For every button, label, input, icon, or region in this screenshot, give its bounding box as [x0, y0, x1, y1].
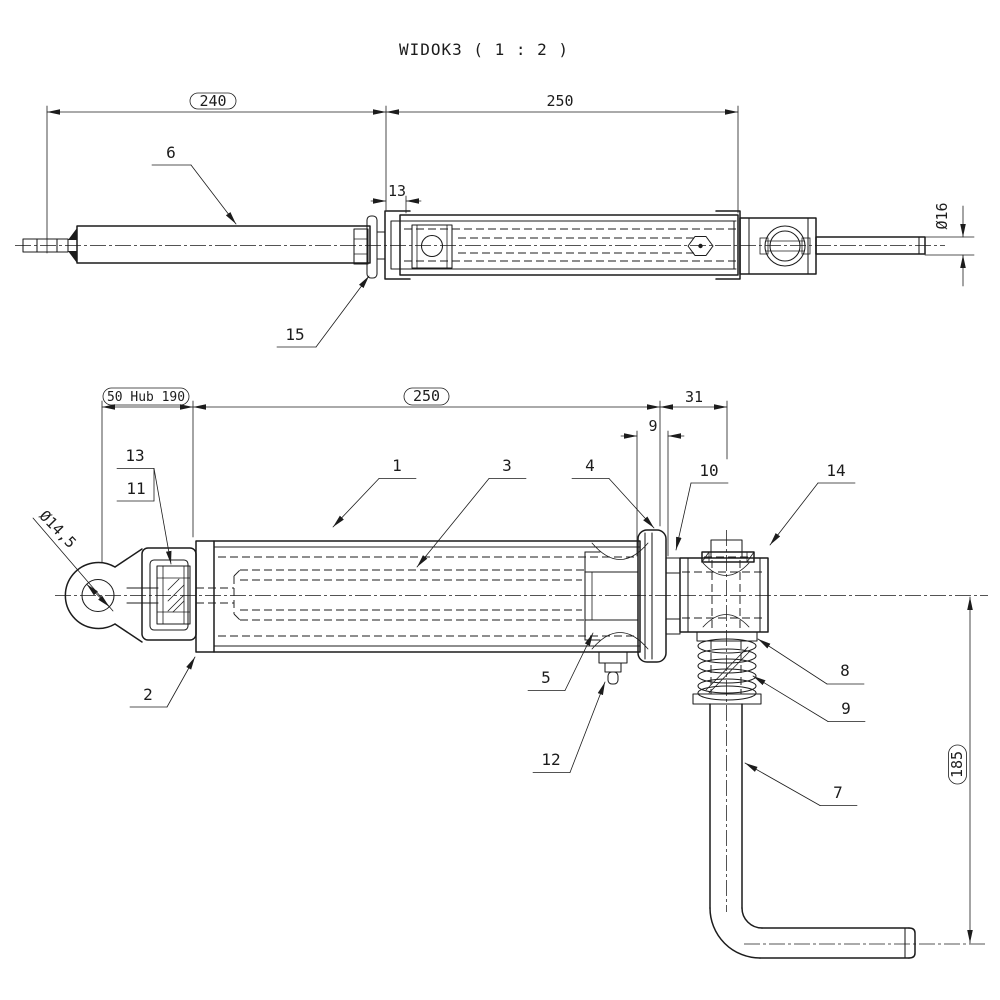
top-view — [15, 40, 974, 347]
lock-nut — [157, 566, 190, 624]
retainer-plate — [702, 552, 754, 562]
piston-rod-top — [23, 216, 385, 278]
balloon-1 — [333, 456, 416, 527]
balloon-10 — [676, 461, 728, 550]
balloon-9 — [753, 676, 865, 722]
balloon-5 — [528, 633, 593, 691]
mount-plate-hole — [412, 225, 452, 268]
balloon-15-label: 15 — [285, 325, 305, 344]
balloon-7 — [745, 763, 857, 806]
balloon-13 — [117, 446, 154, 469]
dim-31-label: 31 — [684, 388, 704, 406]
dim-185-label: 185 — [948, 750, 966, 779]
dim-250-top-label: 250 — [546, 92, 574, 110]
cylinder-tube-bottom — [196, 541, 640, 652]
dim-dia16-label: Ø16 — [933, 202, 951, 230]
guide-block — [680, 540, 768, 632]
spring — [693, 632, 761, 704]
end-block-top — [740, 218, 925, 274]
hand-lever — [710, 704, 915, 958]
clevis-eye — [65, 548, 196, 642]
balloon-8-label: 8 — [840, 661, 850, 680]
balloon-14 — [770, 461, 855, 545]
bottom-centerlines — [55, 530, 988, 944]
dimensions-top — [47, 92, 974, 286]
balloon-2-label: 2 — [143, 685, 153, 704]
balloon-6 — [152, 143, 236, 224]
balloon-12 — [533, 682, 605, 773]
dim-250-bottom-label: 250 — [412, 387, 441, 405]
balloon-3-label: 3 — [502, 456, 512, 475]
balloon-4-label: 4 — [585, 456, 595, 475]
grease-nipple — [599, 652, 627, 684]
balloon-6-label: 6 — [166, 143, 176, 162]
balloon-1-label: 1 — [392, 456, 402, 475]
balloon-14-label: 14 — [826, 461, 846, 480]
balloon-4 — [572, 456, 654, 528]
dim-240-label: 240 — [199, 92, 227, 110]
view-title: WIDOK3 ( 1 : 2 ) — [398, 40, 570, 59]
balloon-2 — [130, 657, 195, 707]
dim-dia14-5-label: Ø14,5 — [35, 506, 80, 552]
cylinder-tube-top — [385, 211, 740, 279]
balloon-15 — [277, 276, 369, 347]
balloon-12-label: 12 — [541, 750, 561, 769]
balloon-13-label: 13 — [125, 446, 145, 465]
dim-stroke-label: 50 Hub 190 — [107, 389, 185, 405]
balloon-3 — [417, 456, 526, 567]
balloon-10-label: 10 — [699, 461, 719, 480]
balloon-8 — [758, 639, 864, 684]
end-cap-bottom — [638, 530, 680, 662]
balloon-7-label: 7 — [833, 783, 843, 802]
balloon-5-label: 5 — [541, 668, 551, 687]
bottom-view — [33, 387, 988, 958]
balloon-9-label: 9 — [841, 699, 851, 718]
balloon-11-label: 11 — [126, 479, 146, 498]
dim-9-label: 9 — [648, 417, 658, 435]
dim-13-label: 13 — [387, 182, 407, 200]
